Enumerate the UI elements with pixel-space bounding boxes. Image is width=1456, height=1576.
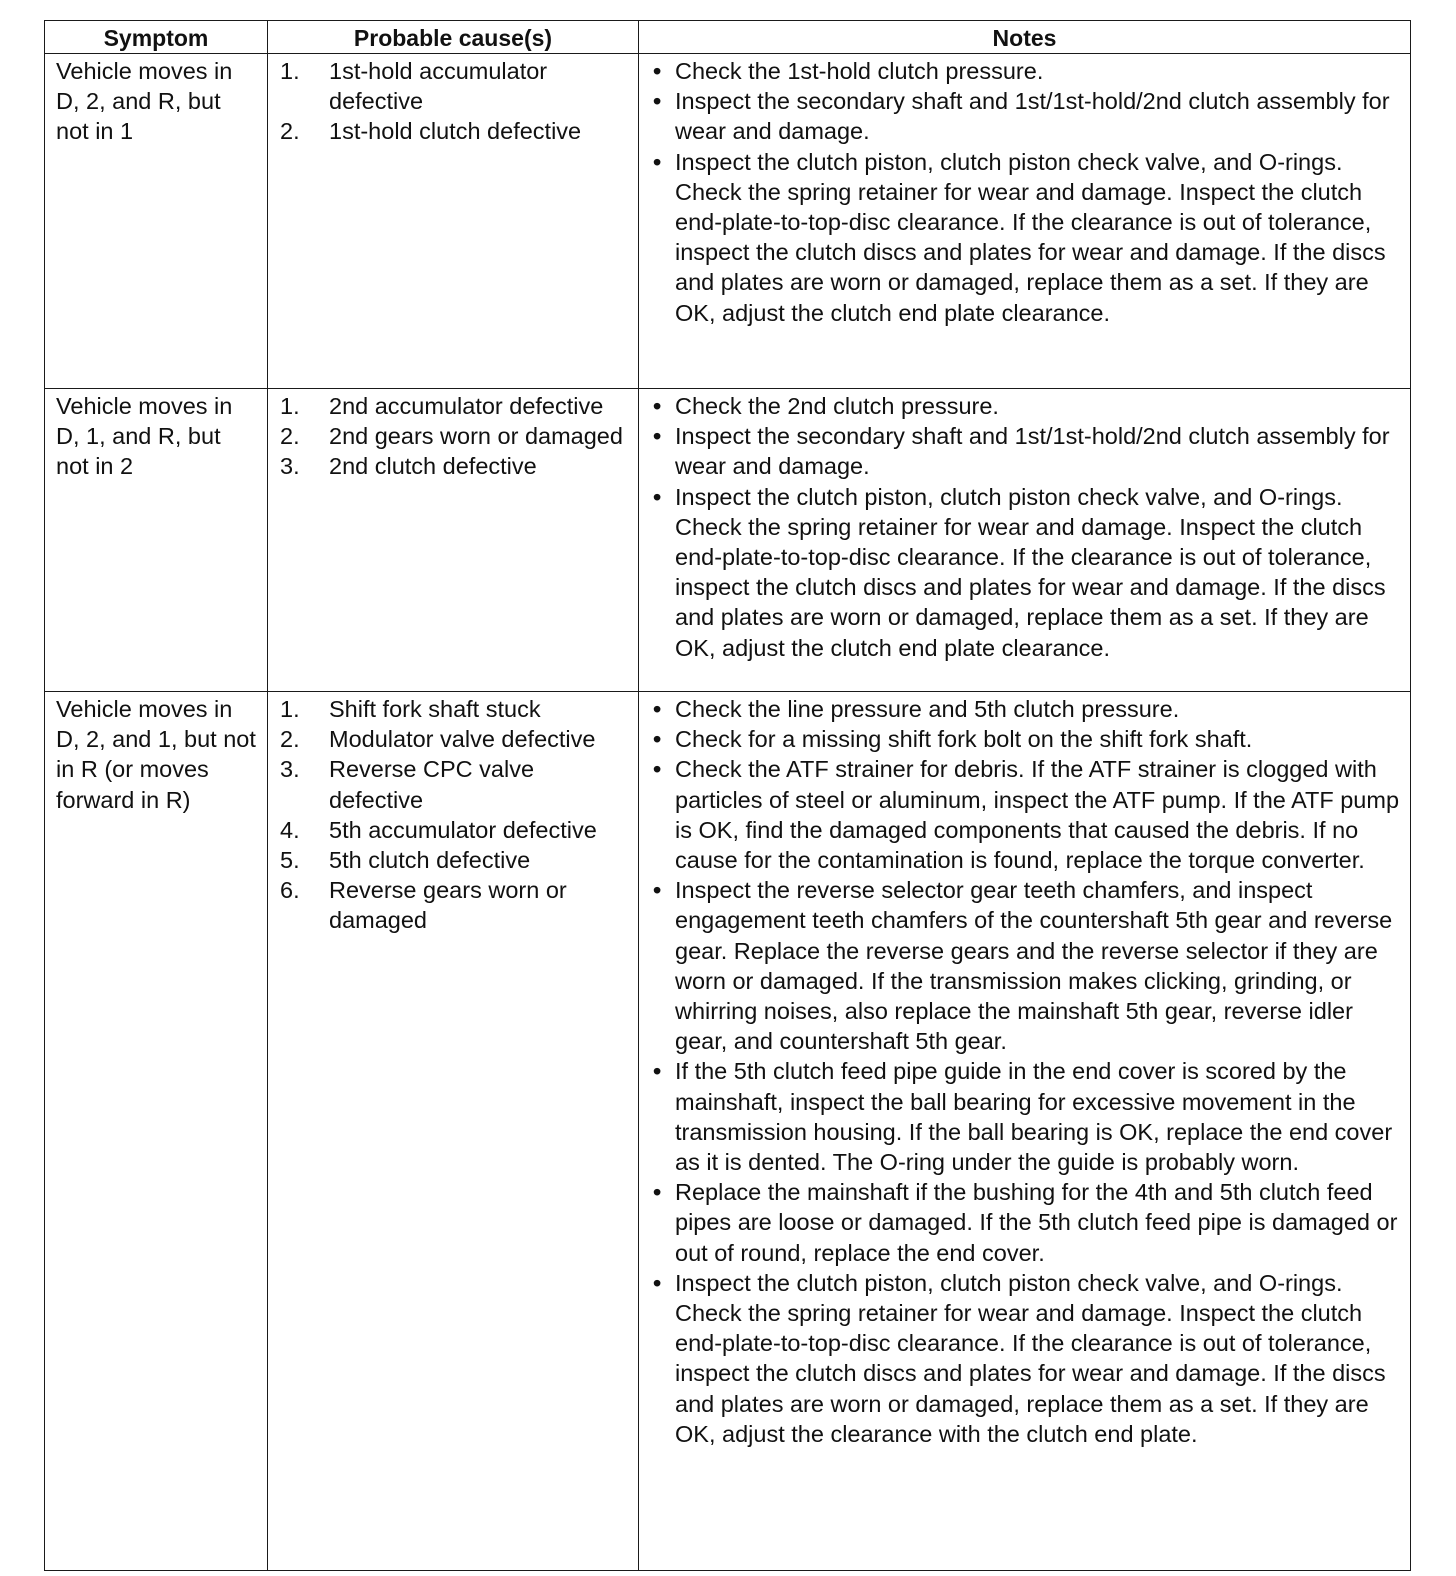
cause-number: 1. <box>280 58 300 84</box>
bullet-icon: • <box>653 1058 662 1085</box>
cause-text: 5th accumulator defective <box>329 816 597 843</box>
table-header-row <box>45 21 1411 54</box>
bullet-icon: • <box>653 726 662 753</box>
cause-number: 2. <box>280 726 300 753</box>
bullet-icon: • <box>653 1269 662 1296</box>
cause-list <box>280 56 632 147</box>
cause-text: 5th clutch defective <box>329 847 531 874</box>
cause-item <box>280 724 632 754</box>
notes-cell <box>639 692 1411 1571</box>
bullet-icon: • <box>653 696 662 722</box>
cause-text: Modulator valve defective <box>329 726 596 753</box>
note-text: Check for a missing shift fork bolt on the shift fork shaft. <box>675 726 1253 753</box>
probable-cause-cell <box>268 692 639 1571</box>
note-item <box>653 754 1404 875</box>
cause-number: 6. <box>280 877 300 904</box>
cause-text: Reverse gears worn or damaged <box>329 877 567 934</box>
notes-list <box>653 694 1404 1449</box>
bullet-icon: • <box>653 423 662 450</box>
notes-list <box>653 56 1404 328</box>
table-row <box>45 389 1411 692</box>
cause-item <box>280 754 632 814</box>
note-text: Inspect the clutch piston, clutch piston check valve, and O-rings. Check the spring retainer for wear and damage. Inspect the clutch end-plate-to-top-disc clearance. If the clearance is out of tolerance, inspect the clutch discs and plates for wear and damage. If the discs and plates are worn or damaged, replace them as a set. If they are OK, adjust the clutch end plate clearance. <box>675 483 1386 661</box>
troubleshooting-table <box>44 20 1411 1571</box>
probable-cause-cell <box>268 389 639 692</box>
cause-text: Shift fork shaft stuck <box>329 696 541 722</box>
notes-cell <box>639 389 1411 692</box>
cause-number: 5. <box>280 847 300 874</box>
bullet-icon: • <box>653 393 662 419</box>
note-text: Replace the mainshaft if the bushing for the 4th and 5th clutch feed pipes are loose or damaged. If the 5th clutch feed pipe is damaged or out of round, replace the end cover. <box>675 1179 1398 1266</box>
bullet-icon: • <box>653 483 662 510</box>
header-symptom: Symptom <box>45 21 268 54</box>
notes-list <box>653 391 1404 663</box>
note-text: Inspect the clutch piston, clutch piston check valve, and O-rings. Check the spring retainer for wear and damage. Inspect the clutch end-plate-to-top-disc clearance. If the clearance is out of tolerance, inspect the clutch discs and plates for wear and damage. If the discs and plates are worn or damaged, replace them as a set. If they are OK, adjust the clutch end plate clearance. <box>675 148 1386 326</box>
cause-item <box>280 421 632 451</box>
note-item <box>653 724 1404 754</box>
note-item <box>653 1268 1404 1449</box>
note-text: If the 5th clutch feed pipe guide in the end cover is scored by the mainshaft, inspect the ball bearing for excessive movement in the transmission housing. If the ball bearing is OK, replace the end cover as it is dented. The O-ring under the guide is probably worn. <box>675 1058 1393 1176</box>
cause-list <box>280 391 632 482</box>
bullet-icon: • <box>653 756 662 783</box>
cause-item <box>280 391 632 421</box>
symptom-cell: Vehicle moves in D, 1, and R, but not in 2 <box>45 389 268 692</box>
cause-item <box>280 56 632 116</box>
cause-number: 4. <box>280 816 300 843</box>
note-item <box>653 421 1404 481</box>
note-item <box>653 875 1404 1056</box>
cause-number: 1. <box>280 696 300 722</box>
symptom-cell: Vehicle moves in D, 2, and 1, but not in R (or moves forward in R) <box>45 692 268 1571</box>
note-item <box>653 391 1404 421</box>
cause-item <box>280 845 632 875</box>
cause-item <box>280 694 632 724</box>
cause-item <box>280 815 632 845</box>
note-item <box>653 1056 1404 1177</box>
cause-list <box>280 694 632 936</box>
note-text: Check the 1st-hold clutch pressure. <box>675 58 1044 84</box>
bullet-icon: • <box>653 1179 662 1206</box>
cause-number: 1. <box>280 393 300 419</box>
note-item <box>653 694 1404 724</box>
note-item <box>653 482 1404 663</box>
cause-item <box>280 875 632 935</box>
table-row <box>45 692 1411 1571</box>
cause-item <box>280 116 632 146</box>
note-text: Inspect the reverse selector gear teeth chamfers, and inspect engagement teeth chamfers of the countershaft 5th gear and reverse gear. Replace the reverse gears and the reverse selector if they are worn or damaged. If the transmission makes clicking, grinding, or whirring noises, also replace the mainshaft 5th gear, reverse idler gear, and countershaft 5th gear. <box>675 877 1393 1055</box>
note-item <box>653 147 1404 328</box>
note-text: Check the ATF strainer for debris. If the ATF strainer is clogged with particles of steel or aluminum, inspect the ATF pump. If the ATF pump is OK, find the damaged components that caused the debris. If no cause for the contamination is found, replace the torque converter. <box>675 756 1400 874</box>
cause-text: 1st-hold clutch defective <box>329 118 582 145</box>
header-probable-cause: Probable cause(s) <box>268 21 639 54</box>
bullet-icon: • <box>653 877 662 904</box>
table-row <box>45 54 1411 389</box>
cause-item <box>280 451 632 481</box>
bullet-icon: • <box>653 148 662 175</box>
probable-cause-cell <box>268 54 639 389</box>
note-text: Inspect the secondary shaft and 1st/1st-hold/2nd clutch assembly for wear and damage. <box>675 88 1390 145</box>
note-item <box>653 86 1404 146</box>
header-notes: Notes <box>639 21 1411 54</box>
cause-number: 2. <box>280 423 300 450</box>
cause-number: 2. <box>280 118 300 145</box>
cause-text: 1st-hold accumulator defective <box>329 58 548 115</box>
note-text: Inspect the secondary shaft and 1st/1st-hold/2nd clutch assembly for wear and damage. <box>675 423 1390 480</box>
cause-text: Reverse CPC valve defective <box>329 756 535 813</box>
note-item <box>653 1177 1404 1268</box>
note-item <box>653 56 1404 86</box>
cause-text: 2nd clutch defective <box>329 453 537 480</box>
bullet-icon: • <box>653 58 662 84</box>
note-text: Check the line pressure and 5th clutch pressure. <box>675 696 1180 722</box>
notes-cell <box>639 54 1411 389</box>
cause-number: 3. <box>280 453 300 480</box>
cause-text: 2nd accumulator defective <box>329 393 604 419</box>
cause-number: 3. <box>280 756 300 783</box>
note-text: Inspect the clutch piston, clutch piston check valve, and O-rings. Check the spring retainer for wear and damage. Inspect the clutch end-plate-to-top-disc clearance. If the clearance is out of tolerance, inspect the clutch discs and plates for wear and damage. If the discs and plates are worn or damaged, replace them as a set. If they are OK, adjust the clearance with the clutch end plate. <box>675 1269 1386 1447</box>
cause-text: 2nd gears worn or damaged <box>329 423 623 450</box>
note-text: Check the 2nd clutch pressure. <box>675 393 999 419</box>
bullet-icon: • <box>653 88 662 115</box>
symptom-cell: Vehicle moves in D, 2, and R, but not in 1 <box>45 54 268 389</box>
